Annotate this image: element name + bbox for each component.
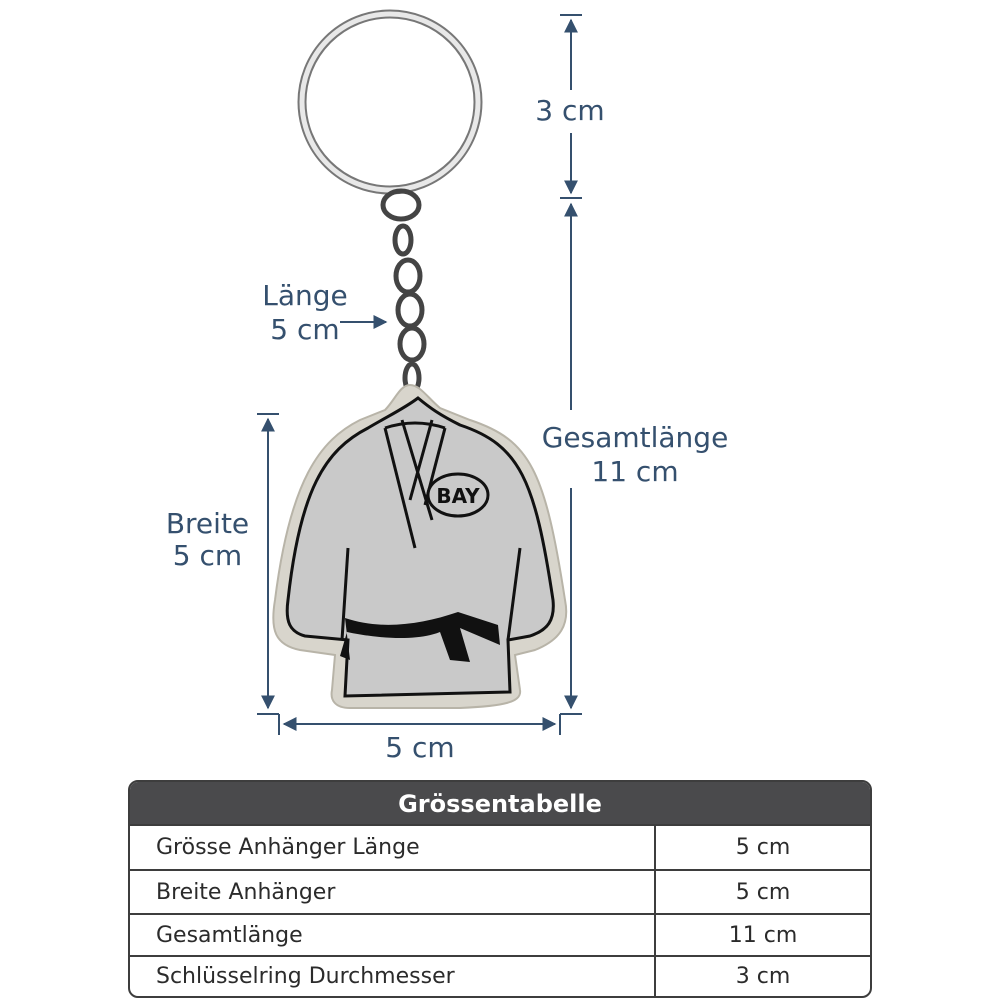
row-label: Schlüsselring Durchmesser — [130, 957, 656, 996]
chain-length-label: Länge — [262, 279, 348, 312]
key-ring-icon — [302, 14, 478, 190]
pendant-width-label: 5 cm — [385, 731, 455, 764]
breite-value: 5 cm — [172, 539, 243, 572]
row-label: Breite Anhänger — [130, 871, 656, 913]
table-row — [130, 913, 870, 955]
row-label: Grösse Anhänger Länge — [130, 826, 656, 869]
ring-diameter-label: 3 cm — [535, 94, 605, 127]
jacket-pendant-icon — [273, 385, 566, 708]
chain-length-value: 5 cm — [270, 313, 340, 346]
table-row — [130, 955, 870, 996]
breite-label: Breite — [165, 507, 250, 540]
size-table — [128, 780, 872, 998]
row-value: 11 cm — [728, 922, 798, 948]
row-value: 5 cm — [735, 879, 791, 905]
table-row — [130, 869, 870, 913]
chain-icon — [383, 191, 424, 392]
size-table-title: Grössentabelle — [130, 782, 870, 824]
row-value: 5 cm — [735, 835, 791, 860]
row-label: Gesamtlänge — [130, 915, 656, 955]
total-length-value: 11 cm — [591, 455, 679, 488]
row-value: 3 cm — [735, 964, 791, 989]
total-length-label: Gesamtlänge — [541, 421, 729, 454]
logo-text: BAY — [436, 484, 480, 508]
table-row — [130, 824, 870, 869]
